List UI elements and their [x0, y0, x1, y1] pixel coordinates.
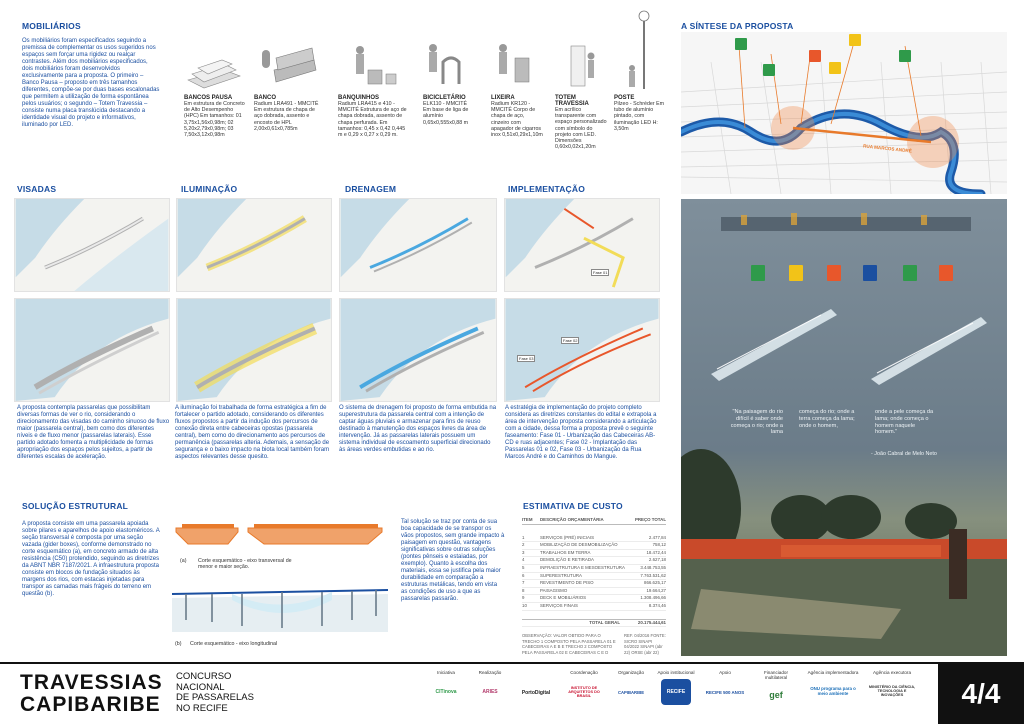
cost-total-row — [522, 619, 666, 628]
theme-flag-icon — [849, 34, 861, 46]
implementacao-heading: IMPLEMENTAÇÃO — [508, 184, 586, 194]
table-row: 2 MOBILIZAÇÃO DE DESMOBILIZAÇÃO 758,12 — [522, 542, 666, 550]
drenagem-map-bottom — [339, 298, 497, 402]
solucao-heading: SOLUÇÃO ESTRUTURAL — [22, 501, 129, 511]
totem-illustration — [555, 40, 607, 92]
total-value: 20.175.444,61 — [637, 619, 666, 625]
furniture-desc: Em acrílico transparente com espaço personalizado com símbolo do projeto com LED. Dimensões 0,60x0,02x1,20m — [555, 107, 607, 151]
table-row: 4 DEMOLIÇÃO E RETIRADA 2.627,18 — [522, 557, 666, 565]
visadas-text: A proposta contempla passarelas que possibilitam diversas formas de ver o rio, considerando o direcionamento das visadas do caminho sinuoso de fluxo maior (passarela central), bem como dos diferentes níveis e de fluxo menor (passarelas laterais). Esse partido adotado fomenta a multiplicidade de formas apropriação dos espaços pelos sujeitos, a partir de diferentes escalas de aceleração. — [17, 405, 170, 460]
quote-col-3: onde a pele começa da lama; onde começa o homem naquele homem." — [875, 409, 934, 436]
section-b-drawing — [172, 586, 388, 632]
logo-mcti: Agência executora MINISTÉRIO DA CIÊNCIA, TECNOLOGIA E INOVAÇÕES — [868, 670, 916, 697]
iluminacao-map-bottom — [176, 298, 332, 402]
drenagem-text: O sistema de drenagem foi proposto de forma embutida na superestrutura da passarela central com a intenção de captar águas pluviais e armazenar para fins de reuso destinado à manutenção dos espaços livres da área de intervenção. Já as passarelas laterais possuem um sistema individual de escoamento superficial direcionado às áreas verdes embutidas e ao rio. — [339, 405, 497, 453]
furniture-title: POSTE — [614, 95, 635, 101]
implementacao-map-bottom — [504, 298, 660, 402]
contest-line: NACIONAL — [176, 681, 225, 693]
street-label: RUA MARCOS ANDRÉ — [862, 143, 913, 154]
furniture-desc: Pilzeo - Schréder Em tubo de alumínio pintado, com iluminação LED H: 3,50m — [614, 101, 665, 132]
theme-flag-icon — [899, 50, 911, 62]
theme-flag-icon — [809, 50, 821, 62]
logo-recife-500: Apoio RECIFE 500 ANOS — [705, 670, 745, 695]
trash-bin-illustration — [491, 40, 543, 92]
furniture-title: TOTEM TRAVESSIA — [555, 95, 589, 107]
table-row: 3 TRABALHOS EM TERRA 18.472,44 — [522, 550, 666, 558]
header-item: ITEM — [522, 517, 533, 522]
header-price: PREÇO TOTAL — [634, 517, 666, 522]
cost-note: OBSERVAÇÃO: VALOR OBTIDO PARA O TRECHO 1 COMPOSTO PELA PASSARELA 01 E CABECEIRAS A E B E TRECHO 2 COMPOSTO PELA PASSARELA 02 E CABECEIRAS C E D — [522, 633, 616, 655]
street-lamp-illustration — [614, 8, 668, 92]
furniture-title: BANCO — [254, 95, 276, 101]
logo-iab: Coordenação INSTITUTO DE ARQUITETOS DO BRASIL — [568, 670, 600, 698]
logo-capibaribe: Organização CAPIBARIBE — [617, 670, 645, 695]
furniture-banquinhos — [338, 40, 408, 138]
logo-recife: Apoio institucional RECIFE — [656, 670, 696, 705]
furniture-desc: Radium LRA491 - MMCITÉ Em estrutura de chapa de aço dobrada, assento e encosto de HPL 2,00x0,61x0,785m — [254, 101, 319, 132]
furniture-totem — [555, 40, 607, 150]
logo-aries: Realização ARIES — [478, 670, 502, 695]
cost-sources: REF. 04/2016 FONTE: SICRO SINAPI 04/2022 SINAPI (abr 22) ORSE (abr 22) — [624, 633, 666, 655]
contest-line: NO RECIFE — [176, 702, 228, 714]
project-title-line-1: TRAVESSIAS — [20, 671, 163, 694]
furniture-banco — [254, 40, 322, 132]
furniture-title: BICICLETÁRIO — [423, 95, 466, 101]
theme-flag-icon — [863, 265, 877, 281]
bench-pausa-illustration — [184, 40, 248, 92]
furniture-lixeira — [491, 40, 543, 138]
caption-a-text: Corte esquemático - eixo transversal de menor e maior seção. — [198, 558, 292, 571]
quote-col-2: começa do rio; onde a terra começa da lama; onde o homem, — [799, 409, 855, 429]
theme-flag-icon — [829, 62, 841, 74]
logo-gef: Financiador multilateral gef — [763, 670, 788, 700]
theme-flag-icon — [827, 265, 841, 281]
theme-flag-icon — [763, 64, 775, 76]
phase-label: Fase 03 — [519, 356, 534, 361]
solucao-right-text: Tal solução se traz por conta de sua boa capacidade de se transpor os vãos propostos, sem grande impacto à paisagem em questão, vantagens significativas sobre outras soluções (pontes pênseis e estaiadas, por exemplo). Quanto à escolha dos materiais, essa se justifica pela maior durabilidade em comparação a estruturas metálicas, tendo em vista as condições de uso a que as passarelas passarão. — [401, 519, 505, 602]
contest-name — [176, 672, 254, 714]
table-row: 7 REVESTIMENTO DE PISO 866.625,17 — [522, 580, 666, 588]
section-a-drawing — [172, 518, 388, 554]
contest-line: CONCURSO — [176, 671, 232, 682]
project-title — [20, 672, 163, 716]
table-row: 6 SUPERESTRUTURA 7.763.531,62 — [522, 573, 666, 581]
logo-onu: Agência implementadora ONU programa para o meio ambiente — [807, 670, 859, 696]
quote-author: - João Cabral de Melo Neto — [871, 451, 937, 457]
theme-flag-icon — [789, 265, 803, 281]
page-number: 4/4 — [938, 664, 1024, 724]
stools-illustration — [338, 40, 408, 92]
table-row: 10 SERVIÇOS FINAIS 8.374,46 — [522, 603, 666, 611]
cost-table-header — [522, 517, 666, 525]
visadas-heading: VISADAS — [17, 184, 57, 194]
solucao-left-text: A proposta consiste em uma passarela apoiada sobre pilares e aparelhos de apoio elastoméricos. A seção transversal é composta por uma seção vazada (gider boxes), conforme demonstrado no corte esquemático (a), em concreto armado de alta resistência (C50) protendido, seguindo as diretrizes da ABNT NBR 7187/2021. A infraestrutura proposta consiste em blocos de fundação situados às margens dos rios, com estacas injetadas para transpor as camadas mais frágeis do terreno em questão (b). — [22, 521, 160, 597]
furniture-bicicletario — [423, 40, 471, 126]
iluminacao-text: A iluminação foi trabalhada de forma estratégica a fim de fortalecer o partido adotado, considerando os diferentes fluxos propostos a partir da indução dos percursos de conexão direta entre cabeceiras opostas (passarela central), bem como do direcionamento aos percursos de permanência (passarelas alteria. Ademais, a sensação de segurança e o baixo impacto na biota local também foram aspectos relevantes desse quesito. — [175, 405, 330, 460]
cost-table — [522, 517, 666, 656]
drenagem-heading: DRENAGEM — [345, 184, 397, 194]
table-row: 1 SERVIÇOS (PRÉ) INICIAIS 2.477,84 — [522, 535, 666, 543]
furniture-desc: Radium KR120 - MMCITÉ Corpo de chapa de aço, cinzeiro com apagador de cigarros inox 0,51x0,29x1,10m — [491, 101, 543, 139]
theme-flag-icon — [903, 265, 917, 281]
sintese-heading: A SÍNTESE DA PROPOSTA — [681, 21, 794, 31]
iluminacao-map-top — [176, 198, 332, 292]
sintese-map — [681, 32, 1007, 194]
logo-citinova: Iniciativa CITinova — [435, 670, 457, 695]
furniture-desc: ELK110 - MMCITÉ Em base de liga de alumínio 0,65x0,555x0,88 m — [423, 101, 469, 126]
implementacao-text: A estratégia de implementação do projeto completo considera as diretrizes constantes do edital e extrapola a área de intervenção proposta considerando a articulação com a cidade, dessa forma a proposta prevê o seguinte faseamento: Fase 01 - Urbanização das Cabeceiras AB-CD e ruas adjacentes; Fase 02 - Implantação das Passarelas 01 e 02, Fase 03 - Urbanização da Rua Marcos André e do Caminhos do Mangue. — [505, 405, 657, 460]
visadas-map-top — [14, 198, 170, 292]
logo-portodigital: PortoDigital — [521, 690, 551, 696]
quote-col-1: "Na paisagem do rio difícil é saber onde começa o rio; onde a lama — [730, 409, 783, 436]
header-desc: DESCRIÇÃO ORÇAMENTÁRIA — [540, 517, 604, 522]
table-row: 8 PAISAGISMO 19.664,27 — [522, 588, 666, 596]
furniture-poste — [614, 8, 668, 132]
caption-a-label: (a) — [180, 558, 187, 564]
mobiliarios-text: Os mobiliários foram especificados seguindo a premissa de complementar os usos sugeridos nos espaços sem forçar uma rigidez ou realçar contrastes. Além dos mobiliários especificados, dois mobiliários foram desenvolvidos exclusivamente para a proposta. O primeiro – Banco Pausa – proposto em três tamanhos diferentes, compõe-se por duas bases escalonadas que permitem a utilização de forma espontânea pelos usuários; o segundo – Totem Travessia – consiste numa placa translúcida destacando a identidade visual do projeto e informativos, iluminado por LED. — [22, 38, 160, 128]
furniture-bancos-pausa — [184, 40, 248, 138]
caption-b-text: Corte esquemático - eixo longitudinal — [190, 641, 278, 647]
theme-flag-icon — [939, 265, 953, 281]
footer — [0, 662, 1024, 724]
implementacao-map-top — [504, 198, 660, 292]
furniture-desc: Radium LRA415 e 410 - MMCITÉ Estrutura de aço de chapa dobrada, assento de chapa perfurada. Em tamanhos: 0,45 x 0,42 0,445 m e 0,29 x 0,27 x 0,29 m. — [338, 101, 407, 139]
phase-label: Fase 01 — [593, 270, 608, 275]
total-label: TOTAL GERAL — [589, 619, 620, 625]
phase-label: Fase 02 — [563, 338, 578, 343]
furniture-title: LIXEIRA — [491, 95, 515, 101]
theme-flag-icon — [751, 265, 765, 281]
furniture-title: BANCOS PAUSA — [184, 95, 233, 101]
caption-b-label: (b) — [175, 641, 182, 647]
contest-line: DE PASSARELAS — [176, 692, 254, 703]
theme-flag-icon — [735, 38, 747, 50]
drenagem-map-top — [339, 198, 497, 292]
bench-illustration — [254, 40, 322, 92]
estimativa-heading: ESTIMATIVA DE CUSTO — [523, 501, 623, 511]
visadas-map-bottom — [14, 298, 170, 402]
project-title-line-2: CAPIBARIBE — [20, 693, 161, 716]
furniture-desc: Em estrutura de Concreto de Alto Desempenho (HPC) Em tamanhos: 01 3,75x1,56x0,98m; 02 5,20x2,79x0,98m; 03 7,50x3,12x0,98m — [184, 101, 245, 139]
table-row: 9 DECK E MOBILIÁRIOS 1.308.496,66 — [522, 595, 666, 603]
furniture-title: BANQUINHOS — [338, 95, 380, 101]
mobiliarios-heading: MOBILIÁRIOS — [22, 21, 81, 31]
iluminacao-heading: ILUMINAÇÃO — [181, 184, 238, 194]
table-row: 5 INFRAESTRUTURA E MESOESTRUTURA 3.448.753,55 — [522, 565, 666, 573]
render-photo-panel — [681, 199, 1007, 656]
bike-rack-illustration — [423, 40, 471, 92]
